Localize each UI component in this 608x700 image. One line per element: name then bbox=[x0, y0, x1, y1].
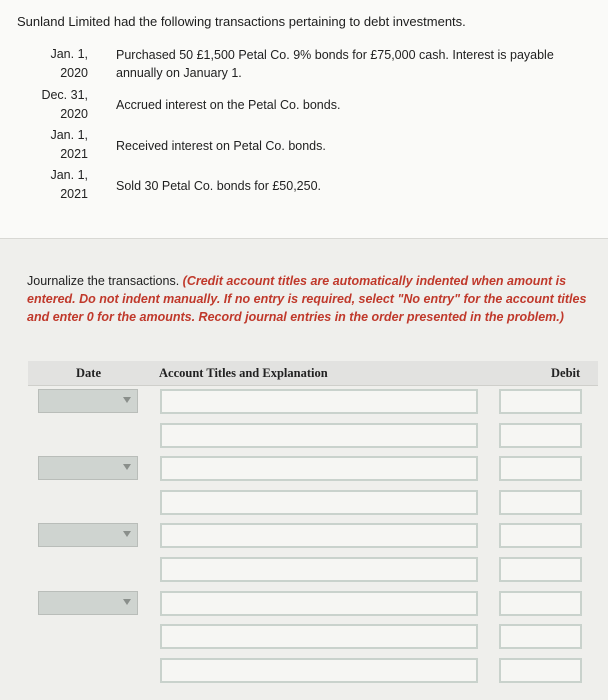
problem-intro: Sunland Limited had the following transactions pertaining to debt investments. bbox=[17, 14, 466, 29]
instructions-plain: Journalize the transactions. bbox=[27, 274, 180, 288]
debit-input[interactable] bbox=[499, 423, 582, 448]
account-title-input[interactable] bbox=[160, 523, 478, 548]
account-title-input[interactable] bbox=[160, 456, 478, 481]
chevron-down-icon bbox=[123, 531, 131, 537]
transaction-description: Purchased 50 £1,500 Petal Co. 9% bonds for £75,000 cash. Interest is payable annually on January 1. bbox=[116, 48, 554, 80]
debit-input[interactable] bbox=[499, 523, 582, 548]
debit-input[interactable] bbox=[499, 658, 582, 683]
debit-input[interactable] bbox=[499, 591, 582, 616]
date-select[interactable] bbox=[38, 523, 138, 547]
instructions bbox=[27, 272, 587, 326]
transaction-date: Dec. 31, 2020 bbox=[41, 88, 88, 121]
account-title-input[interactable] bbox=[160, 591, 478, 616]
debit-input[interactable] bbox=[499, 389, 582, 414]
transaction-date: Jan. 1, 2021 bbox=[50, 168, 88, 201]
account-title-input[interactable] bbox=[160, 624, 478, 649]
account-title-input[interactable] bbox=[160, 389, 478, 414]
instructions-emphasis: (Credit account titles are automatically indented when amount is entered. Do not indent manually. If no entry is required, select "No entry" for the account titles and enter 0 for the amounts. Record journal entries in the order presented in the problem.) bbox=[27, 274, 587, 324]
account-title-input[interactable] bbox=[160, 658, 478, 683]
account-title-input[interactable] bbox=[160, 490, 478, 515]
transaction-date: Jan. 1, 2021 bbox=[50, 128, 88, 161]
column-header-account: Account Titles and Explanation bbox=[159, 366, 328, 380]
debit-input[interactable] bbox=[499, 456, 582, 481]
column-header-debit: Debit bbox=[551, 366, 581, 380]
account-title-input[interactable] bbox=[160, 557, 478, 582]
date-select[interactable] bbox=[38, 591, 138, 615]
account-title-input[interactable] bbox=[160, 423, 478, 448]
column-header-date: Date bbox=[76, 366, 101, 380]
transaction-date: Jan. 1, 2020 bbox=[50, 47, 88, 80]
chevron-down-icon bbox=[123, 599, 131, 605]
problem-panel bbox=[0, 0, 608, 239]
debit-input[interactable] bbox=[499, 557, 582, 582]
debit-input[interactable] bbox=[499, 490, 582, 515]
date-select[interactable] bbox=[38, 456, 138, 480]
debit-input[interactable] bbox=[499, 624, 582, 649]
chevron-down-icon bbox=[123, 464, 131, 470]
journal-table-header bbox=[28, 361, 598, 386]
transaction-description: Received interest on Petal Co. bonds. bbox=[116, 139, 326, 153]
transaction-description: Accrued interest on the Petal Co. bonds. bbox=[116, 98, 341, 112]
chevron-down-icon bbox=[123, 397, 131, 403]
transaction-description: Sold 30 Petal Co. bonds for £50,250. bbox=[116, 179, 322, 193]
date-select[interactable] bbox=[38, 389, 138, 413]
